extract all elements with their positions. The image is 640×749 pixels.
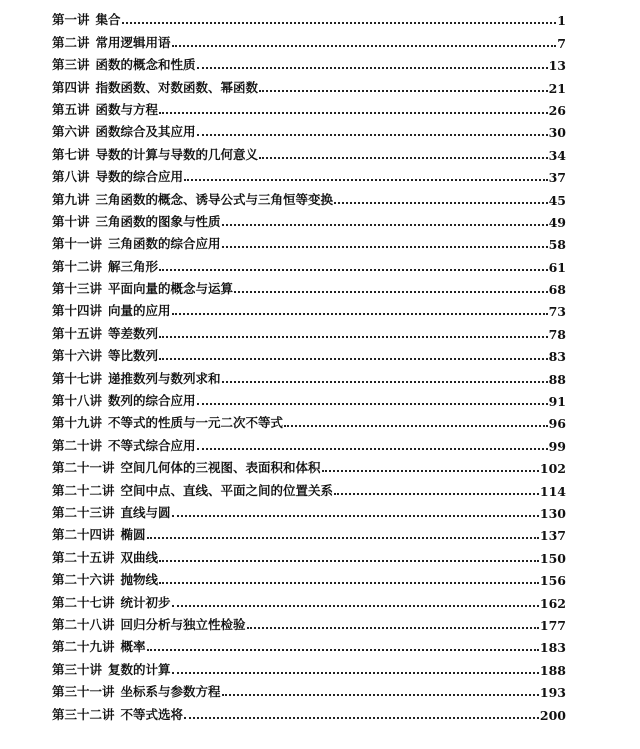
toc-entry[interactable] [52,342,566,364]
chapter-title: 向量的应用 [108,303,171,319]
dot-leader [197,403,548,405]
dot-leader [172,45,557,47]
chapter-title: 集合 [95,12,121,28]
dot-leader [159,358,548,360]
dot-leader [172,605,539,607]
chapter-title: 回归分析与独立性检验 [120,616,246,632]
toc-entry[interactable] [52,319,566,341]
page-number: 73 [548,304,566,320]
dot-leader [184,179,548,181]
chapter-title: 抛物线 [120,572,159,588]
chapter-number: 第二十八讲 [52,616,115,632]
chapter-number: 第二十二讲 [52,482,115,498]
chapter-number: 第十二讲 [52,258,103,274]
chapter-number: 第十讲 [52,213,90,229]
chapter-number: 第十四讲 [52,303,103,319]
chapter-title: 双曲线 [120,549,159,565]
page-number: 30 [548,125,566,141]
toc-entry[interactable] [52,655,566,677]
toc-entry[interactable] [52,163,566,185]
chapter-number: 第二十七讲 [52,594,115,610]
chapter-title: 数列的综合应用 [108,393,196,409]
chapter-title: 指数函数、对数函数、幂函数 [95,79,259,95]
chapter-number: 第十八讲 [52,393,103,409]
dot-leader [184,717,539,719]
toc-entry[interactable] [52,521,566,543]
chapter-title: 函数与方程 [95,101,159,117]
page-number: 21 [548,80,566,96]
dot-leader [159,582,539,584]
page-number: 49 [548,214,566,230]
page-number: 34 [548,147,566,163]
dot-leader [334,202,548,204]
toc-entry[interactable] [52,611,566,633]
chapter-title: 不等式综合应用 [108,437,196,453]
chapter-title: 导数的计算与导数的几何意义 [95,146,259,162]
chapter-title: 递推数列与数列求和 [108,370,221,386]
toc-entry[interactable] [52,96,566,118]
chapter-title: 三角函数的概念、诱导公式与三角恒等变换 [95,191,334,207]
chapter-title: 概率 [120,639,146,655]
dot-leader [159,336,548,338]
chapter-number: 第二讲 [52,34,90,50]
dot-leader [197,448,548,450]
toc-entry[interactable] [52,140,566,162]
chapter-number: 第十七讲 [52,370,103,386]
chapter-title: 三角函数的图象与性质 [95,213,221,229]
page-number: 58 [548,237,566,253]
dot-leader [147,649,539,651]
chapter-number: 第二十九讲 [52,639,115,655]
page-number: 13 [548,58,566,74]
chapter-number: 第十三讲 [52,281,103,297]
toc-entry[interactable] [52,230,566,252]
chapter-number: 第一讲 [52,12,90,28]
page-number: 91 [548,394,566,410]
dot-leader [197,67,548,69]
chapter-title: 导数的综合应用 [95,169,184,185]
page-number: 193 [539,685,566,701]
toc-entry[interactable] [52,588,566,610]
page-number: 102 [539,461,566,477]
page-number: 162 [539,595,566,611]
dot-leader [322,470,539,472]
dot-leader [334,493,539,495]
chapter-number: 第三十一讲 [52,684,115,700]
dot-leader [259,157,548,159]
chapter-title: 常用逻辑用语 [95,34,171,50]
chapter-title: 三角函数的综合应用 [108,236,221,252]
toc-entry[interactable] [52,431,566,453]
toc-entry[interactable] [52,208,566,230]
chapter-title: 复数的计算 [108,661,171,677]
toc-entry[interactable] [52,275,566,297]
chapter-number: 第七讲 [52,146,90,162]
chapter-number: 第二十三讲 [52,504,115,520]
chapter-number: 第二十四讲 [52,527,115,543]
toc-entry[interactable] [52,185,566,207]
page-number: 200 [539,707,566,723]
chapter-number: 第八讲 [52,169,90,185]
page-number: 37 [548,170,566,186]
toc-entry[interactable] [52,51,566,73]
dot-leader [222,381,548,383]
toc-entry[interactable] [52,73,566,95]
page-number: 83 [548,349,566,365]
page-number: 177 [539,617,566,633]
page-number: 45 [548,192,566,208]
dot-leader [222,694,539,696]
dot-leader [172,515,539,517]
toc-entry[interactable] [52,364,566,386]
toc-entry[interactable] [52,252,566,274]
page-number: 78 [548,326,566,342]
toc-entry[interactable] [52,297,566,319]
toc-entry[interactable] [52,28,566,50]
chapter-title: 不等式选将 [120,706,184,722]
page-number: 96 [548,416,566,432]
toc-entry[interactable] [52,387,566,409]
page-number: 88 [548,371,566,387]
chapter-title: 直线与圆 [120,504,171,520]
chapter-title: 平面向量的概念与运算 [108,281,234,297]
chapter-number: 第三十二讲 [52,706,115,722]
chapter-number: 第十六讲 [52,348,103,364]
dot-leader [197,134,548,136]
chapter-title: 统计初步 [120,594,171,610]
toc-entry[interactable] [52,454,566,476]
chapter-number: 第五讲 [52,101,90,117]
chapter-number: 第三讲 [52,57,90,73]
dot-leader [284,425,548,427]
toc-entry[interactable] [52,409,566,431]
page-number: 137 [539,528,566,544]
chapter-number: 第十五讲 [52,325,103,341]
dot-leader [222,224,548,226]
toc-entry[interactable] [52,678,566,700]
page-number: 156 [539,573,566,589]
dot-leader [172,672,539,674]
dot-leader [247,627,539,629]
toc-entry[interactable] [52,700,566,722]
chapter-title: 不等式的性质与一元二次不等式 [108,415,284,431]
dot-leader [159,269,548,271]
dot-leader [234,291,548,293]
dot-leader [159,560,539,562]
chapter-title: 等差数列 [108,325,159,341]
chapter-title: 空间几何体的三视图、表面积和体积 [120,460,321,476]
toc-entry[interactable] [52,633,566,655]
chapter-title: 函数的概念和性质 [95,57,196,73]
dot-leader [172,313,548,315]
chapter-title: 等比数列 [108,348,159,364]
dot-leader [147,537,539,539]
page-number: 188 [539,662,566,678]
chapter-number: 第三十讲 [52,661,103,677]
chapter-number: 第九讲 [52,191,90,207]
chapter-number: 第六讲 [52,124,90,140]
page-number: 130 [539,505,566,521]
page-number: 68 [548,282,566,298]
page-number: 7 [557,35,566,51]
toc-entry[interactable] [52,566,566,588]
dot-leader [259,90,548,92]
toc-entry[interactable] [52,543,566,565]
chapter-title: 空间中点、直线、平面之间的位置关系 [120,482,334,498]
chapter-number: 第二十六讲 [52,572,115,588]
dot-leader [222,246,548,248]
page-number: 114 [539,483,566,499]
chapter-number: 第十九讲 [52,415,103,431]
chapter-number: 第四讲 [52,79,90,95]
chapter-number: 第二十五讲 [52,549,115,565]
chapter-title: 椭圆 [120,527,146,543]
page-number: 26 [548,102,566,118]
chapter-title: 解三角形 [108,258,159,274]
chapter-title: 函数综合及其应用 [95,124,196,140]
page-number: 61 [548,259,566,275]
page-number: 150 [539,550,566,566]
toc-entry[interactable] [52,499,566,521]
chapter-number: 第二十一讲 [52,460,115,476]
chapter-number: 第二十讲 [52,437,103,453]
dot-leader [122,22,557,24]
chapter-title: 坐标系与参数方程 [120,684,221,700]
page-number: 183 [539,640,566,656]
toc-entry[interactable] [52,118,566,140]
toc-entry[interactable] [52,6,566,28]
toc-entry[interactable] [52,476,566,498]
dot-leader [159,112,548,114]
table-of-contents [52,6,566,723]
page-number: 1 [557,13,566,29]
chapter-number: 第十一讲 [52,236,103,252]
page-number: 99 [548,438,566,454]
